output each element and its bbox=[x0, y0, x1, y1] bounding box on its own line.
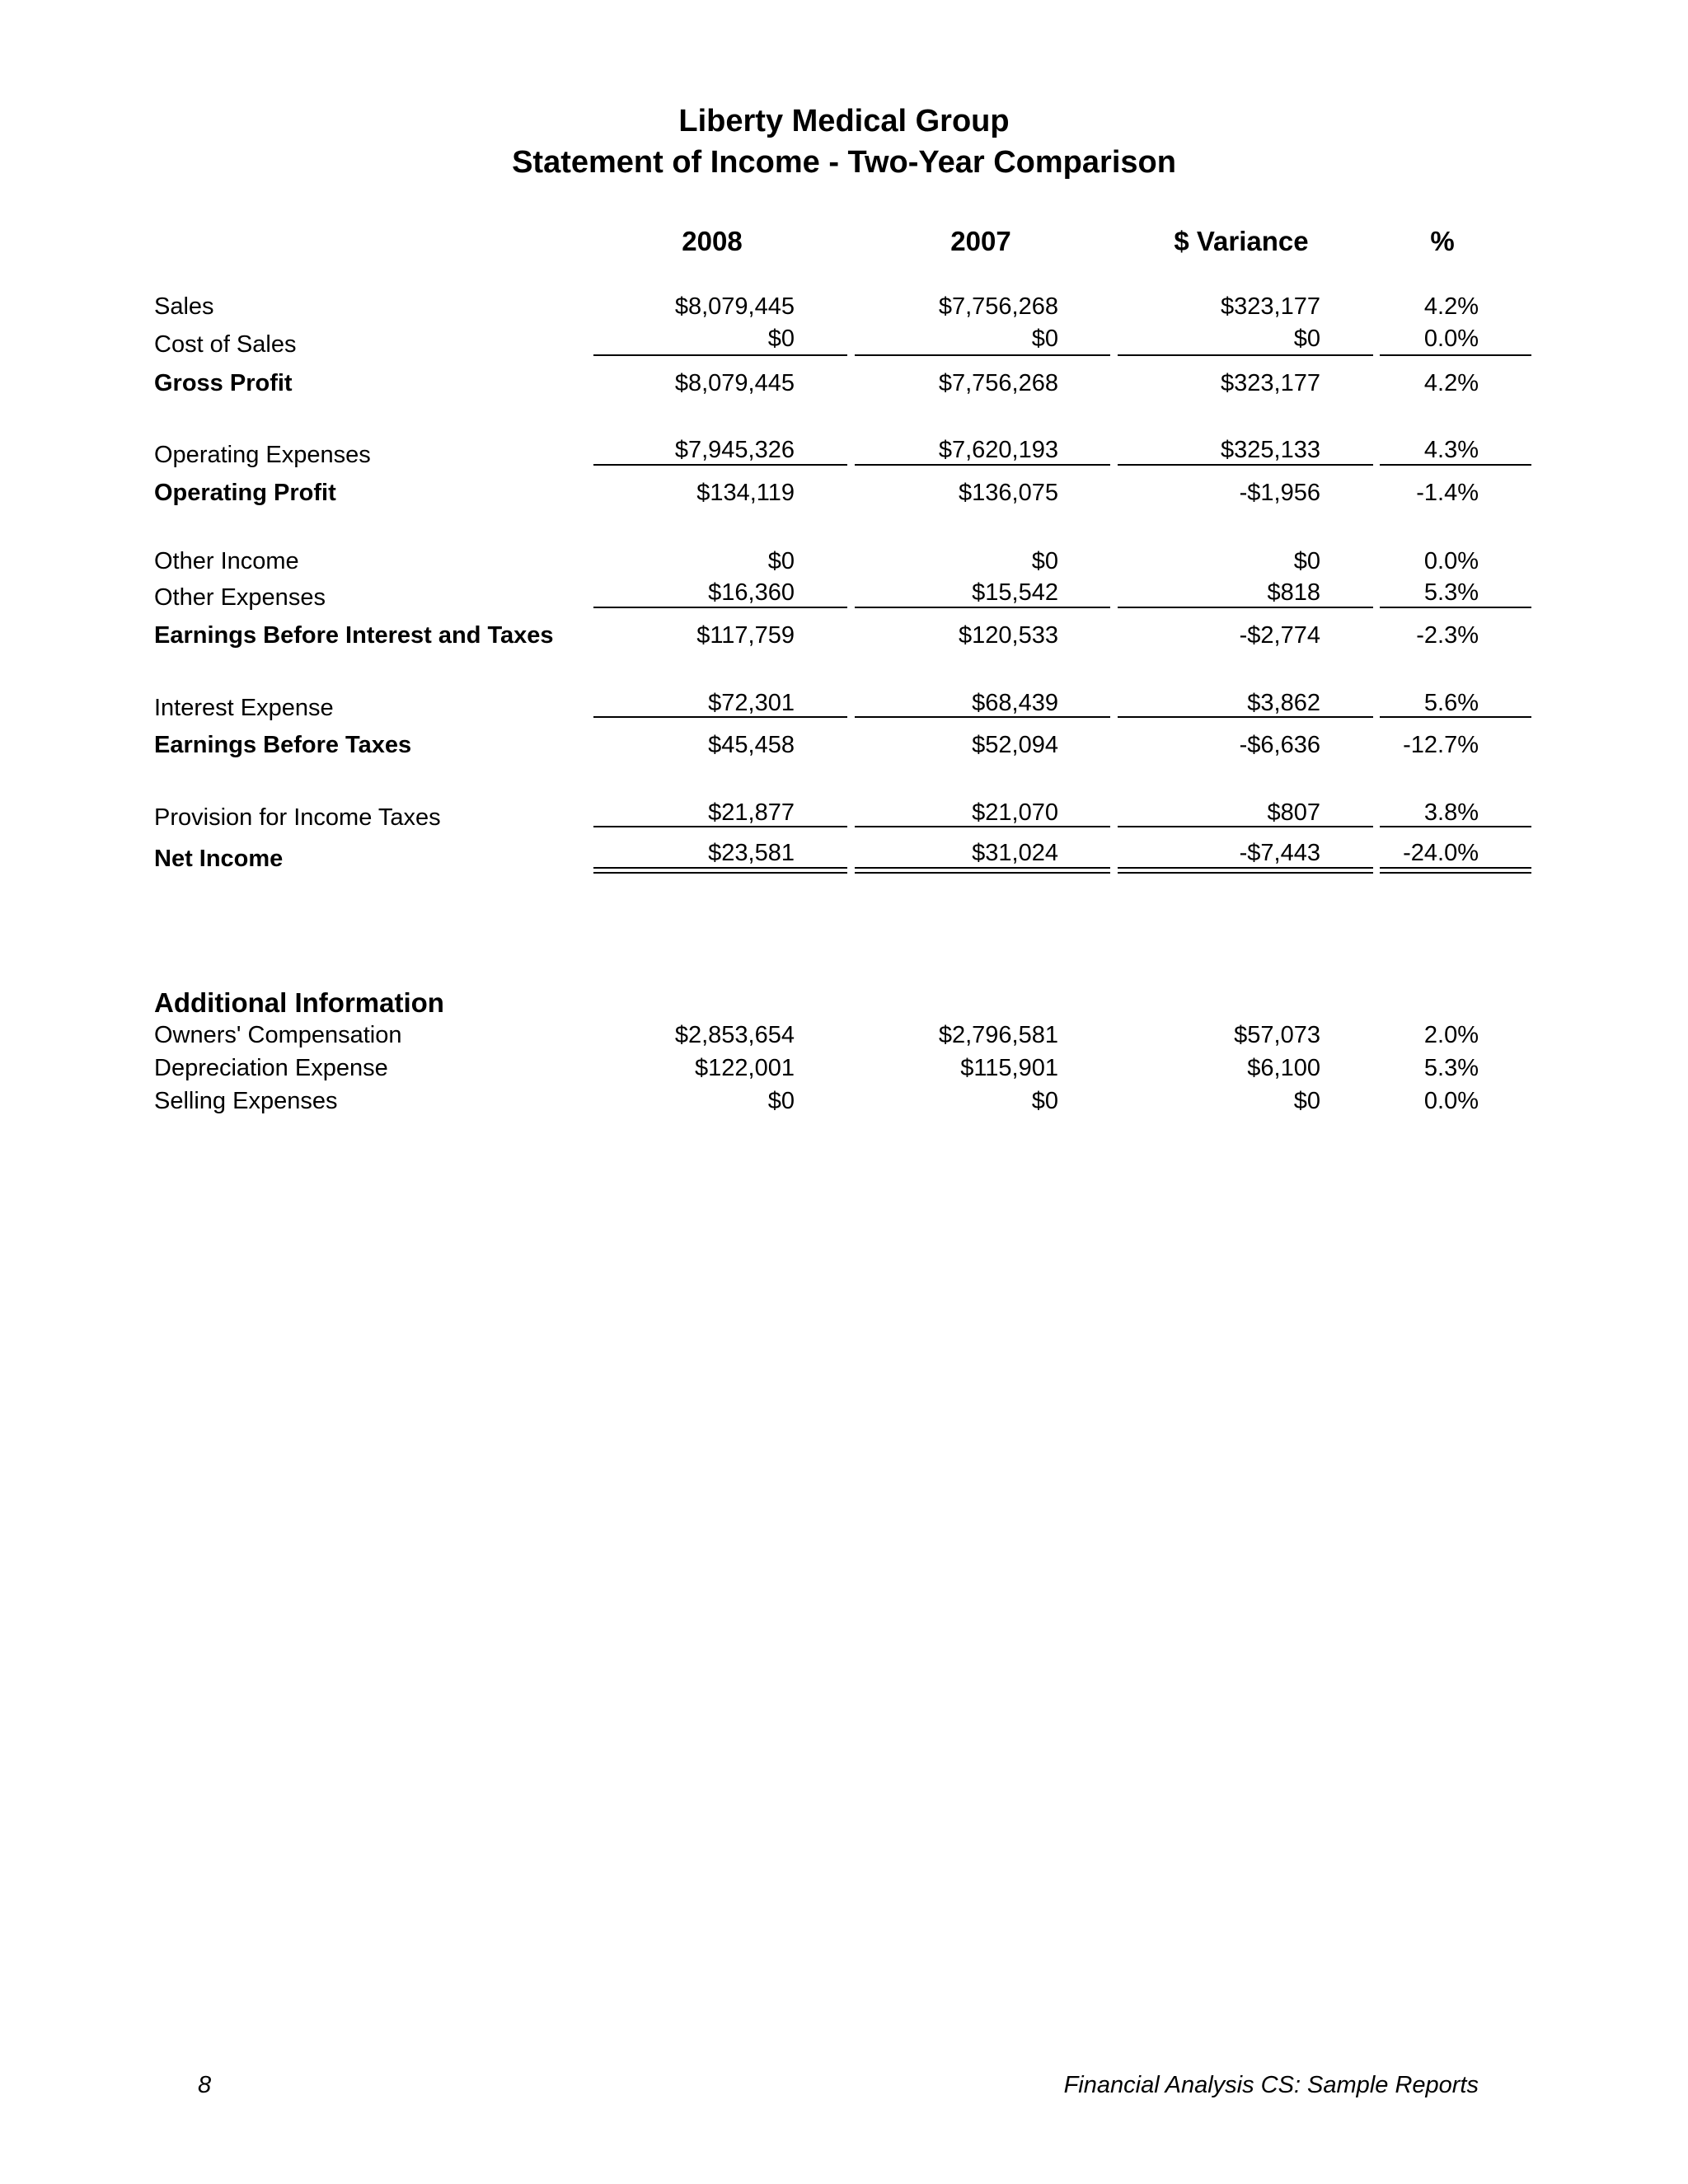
other-income-2007: $0 bbox=[1031, 548, 1058, 574]
column-header-variance: $ Variance bbox=[1174, 226, 1309, 256]
column-header-percent: % bbox=[1430, 226, 1455, 256]
net-income-2007: $31,024 bbox=[972, 840, 1058, 866]
row-label-selling-expenses: Selling Expenses bbox=[154, 1088, 338, 1114]
sales-variance: $323,177 bbox=[1221, 293, 1320, 320]
depreciation-expense-2008: $122,001 bbox=[695, 1055, 795, 1081]
subtotal-rule bbox=[855, 354, 1110, 356]
subtotal-rule bbox=[1118, 464, 1373, 466]
operating-expenses-2007: $7,620,193 bbox=[938, 437, 1058, 463]
page-number: 8 bbox=[198, 2072, 212, 2098]
row-label-ebt: Earnings Before Taxes bbox=[154, 732, 412, 758]
other-expenses-2008: $16,360 bbox=[708, 579, 795, 606]
other-income-percent: 0.0% bbox=[1423, 548, 1479, 574]
row-label-operating-expenses: Operating Expenses bbox=[154, 442, 371, 468]
row-label-net-income: Net Income bbox=[154, 846, 284, 872]
operating-profit-percent: -1.4% bbox=[1416, 480, 1479, 506]
subtotal-rule bbox=[1118, 354, 1373, 356]
subtotal-rule bbox=[593, 464, 847, 466]
gross-profit-2008: $8,079,445 bbox=[674, 370, 795, 396]
operating-expenses-percent: 4.3% bbox=[1423, 437, 1479, 463]
gross-profit-percent: 4.2% bbox=[1423, 370, 1479, 396]
sales-2007: $7,756,268 bbox=[938, 293, 1058, 320]
sales-percent: 4.2% bbox=[1423, 293, 1479, 320]
subtotal-rule bbox=[593, 607, 847, 608]
row-label-interest-expense: Interest Expense bbox=[154, 695, 334, 721]
row-label-other-expenses: Other Expenses bbox=[154, 584, 326, 611]
subtotal-rule bbox=[1380, 607, 1531, 608]
other-income-variance: $0 bbox=[1293, 548, 1320, 574]
selling-expenses-variance: $0 bbox=[1293, 1088, 1320, 1114]
row-label-operating-profit: Operating Profit bbox=[154, 480, 336, 506]
income-taxes-variance: $807 bbox=[1267, 799, 1320, 826]
interest-expense-2008: $72,301 bbox=[708, 690, 795, 716]
total-double-rule bbox=[1118, 867, 1373, 874]
total-double-rule bbox=[1380, 867, 1531, 874]
gross-profit-2007: $7,756,268 bbox=[938, 370, 1058, 396]
ebt-variance: -$6,636 bbox=[1239, 732, 1320, 758]
row-label-cost-of-sales: Cost of Sales bbox=[154, 331, 297, 358]
selling-expenses-2007: $0 bbox=[1031, 1088, 1058, 1114]
subtotal-rule bbox=[1118, 826, 1373, 827]
subtotal-rule bbox=[593, 826, 847, 827]
depreciation-expense-2007: $115,901 bbox=[960, 1055, 1058, 1081]
selling-expenses-2008: $0 bbox=[767, 1088, 795, 1114]
other-expenses-percent: 5.3% bbox=[1423, 579, 1479, 606]
subtotal-rule bbox=[1380, 716, 1531, 718]
income-taxes-2007: $21,070 bbox=[972, 799, 1058, 826]
ebt-percent: -12.7% bbox=[1403, 732, 1479, 758]
owners-compensation-variance: $57,073 bbox=[1234, 1022, 1320, 1048]
selling-expenses-percent: 0.0% bbox=[1423, 1088, 1479, 1114]
row-label-depreciation-expense: Depreciation Expense bbox=[154, 1055, 388, 1081]
publication-title: Financial Analysis CS: Sample Reports bbox=[1063, 2072, 1479, 2098]
subtotal-rule bbox=[1380, 354, 1531, 356]
subtotal-rule bbox=[1380, 826, 1531, 827]
row-label-gross-profit: Gross Profit bbox=[154, 370, 293, 396]
total-double-rule bbox=[593, 867, 847, 874]
row-label-ebit: Earnings Before Interest and Taxes bbox=[154, 622, 554, 649]
subtotal-rule bbox=[593, 354, 847, 356]
column-header-2007: 2007 bbox=[950, 226, 1011, 256]
company-name: Liberty Medical Group bbox=[678, 104, 1010, 138]
subtotal-rule bbox=[855, 464, 1110, 466]
subtotal-rule bbox=[855, 607, 1110, 608]
owners-compensation-percent: 2.0% bbox=[1423, 1022, 1479, 1048]
interest-expense-percent: 5.6% bbox=[1423, 690, 1479, 716]
net-income-percent: -24.0% bbox=[1403, 840, 1479, 866]
gross-profit-variance: $323,177 bbox=[1221, 370, 1320, 396]
additional-info-heading: Additional Information bbox=[154, 987, 444, 1018]
cost-of-sales-2007: $0 bbox=[1031, 326, 1058, 352]
cost-of-sales-percent: 0.0% bbox=[1423, 326, 1479, 352]
operating-expenses-variance: $325,133 bbox=[1221, 437, 1320, 463]
subtotal-rule bbox=[593, 716, 847, 718]
subtotal-rule bbox=[1380, 464, 1531, 466]
operating-profit-2007: $136,075 bbox=[959, 480, 1058, 506]
subtotal-rule bbox=[1118, 716, 1373, 718]
interest-expense-2007: $68,439 bbox=[972, 690, 1058, 716]
ebit-variance: -$2,774 bbox=[1239, 622, 1320, 649]
cost-of-sales-variance: $0 bbox=[1293, 326, 1320, 352]
total-double-rule bbox=[855, 867, 1110, 874]
column-header-2008: 2008 bbox=[682, 226, 743, 256]
operating-expenses-2008: $7,945,326 bbox=[674, 437, 795, 463]
subtotal-rule bbox=[855, 826, 1110, 827]
row-label-owners-compensation: Owners' Compensation bbox=[154, 1022, 402, 1048]
sales-2008: $8,079,445 bbox=[674, 293, 795, 320]
report-title: Statement of Income - Two-Year Comparison bbox=[512, 145, 1176, 180]
subtotal-rule bbox=[855, 716, 1110, 718]
other-expenses-variance: $818 bbox=[1267, 579, 1320, 606]
operating-profit-variance: -$1,956 bbox=[1239, 480, 1320, 506]
ebit-percent: -2.3% bbox=[1416, 622, 1479, 649]
ebit-2007: $120,533 bbox=[959, 622, 1058, 649]
ebt-2008: $45,458 bbox=[708, 732, 795, 758]
income-taxes-2008: $21,877 bbox=[708, 799, 795, 826]
interest-expense-variance: $3,862 bbox=[1247, 690, 1320, 716]
ebit-2008: $117,759 bbox=[696, 622, 795, 649]
net-income-variance: -$7,443 bbox=[1239, 840, 1320, 866]
operating-profit-2008: $134,119 bbox=[696, 480, 795, 506]
depreciation-expense-percent: 5.3% bbox=[1423, 1055, 1479, 1081]
owners-compensation-2008: $2,853,654 bbox=[674, 1022, 795, 1048]
cost-of-sales-2008: $0 bbox=[767, 326, 795, 352]
other-expenses-2007: $15,542 bbox=[972, 579, 1058, 606]
ebt-2007: $52,094 bbox=[972, 732, 1058, 758]
subtotal-rule bbox=[1118, 607, 1373, 608]
other-income-2008: $0 bbox=[767, 548, 795, 574]
income-taxes-percent: 3.8% bbox=[1423, 799, 1479, 826]
net-income-2008: $23,581 bbox=[708, 840, 795, 866]
depreciation-expense-variance: $6,100 bbox=[1247, 1055, 1320, 1081]
owners-compensation-2007: $2,796,581 bbox=[938, 1022, 1058, 1048]
row-label-other-income: Other Income bbox=[154, 548, 299, 574]
row-label-sales: Sales bbox=[154, 293, 214, 320]
row-label-income-taxes: Provision for Income Taxes bbox=[154, 804, 441, 831]
